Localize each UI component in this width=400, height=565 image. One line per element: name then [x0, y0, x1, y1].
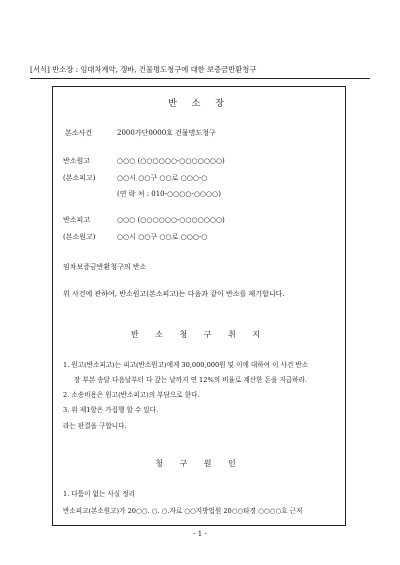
- purpose-item-1-line-1: 1. 원고(반소피고)는 피고(반소원고)에게 30,000,000원 및 이에 대하여 이 사건 반소: [63, 361, 309, 369]
- plaintiff-address: ○○시 ○○구 ○○로 ○○○-○: [117, 174, 208, 182]
- defendant-address: ○○시 ○○구 ○○로 ○○○-○: [117, 233, 208, 241]
- case-label: 본소사건: [65, 129, 93, 137]
- purpose-closing: 라는 판결을 구합니다.: [63, 422, 127, 430]
- plaintiff-label-sub: (본소피고): [63, 174, 96, 182]
- plaintiff-label: 반소원고: [63, 157, 91, 165]
- document-title: 반 소 장: [168, 99, 230, 109]
- intro-text: 위 사건에 관하여, 반소원고(본소피고)는 다음과 같이 반소를 제기합니다.: [63, 290, 285, 298]
- cause-item-1: 1. 다툼이 없는 사실 정리: [63, 490, 136, 498]
- defendant-label-sub: (본소원고): [63, 233, 96, 241]
- defendant-label: 반소피고: [63, 216, 91, 224]
- cause-line-1: 반소피고(본소원고)가 20○○. ○. ○.자로 ○○지방법원 20○○타경 ○○○○호 근저: [63, 507, 303, 515]
- case-value: 2000가단0000호 건물명도청구: [117, 129, 216, 137]
- form-header: [서식] 반소장 : 임대차계약, 갱바, 건물명도청구에 대한 보증금반환청구: [30, 65, 257, 74]
- claim-name: 임차보증금반환청구의 반소: [63, 263, 147, 271]
- page-number: - 1 -: [193, 530, 207, 538]
- header-divider: [30, 78, 370, 79]
- plaintiff-name: ○○○ (○○○○○○-○○○○○○○): [117, 157, 225, 165]
- purpose-item-2: 2. 소송비용은 원고(반소피고)의 부담으로 한다.: [63, 391, 200, 399]
- defendant-name: ○○○ (○○○○○○-○○○○○○○): [117, 216, 225, 224]
- cause-heading: 청 구 원 인: [155, 459, 243, 468]
- plaintiff-contact: (연 락 처 : 010-○○○○-○○○○): [117, 190, 221, 198]
- purpose-item-1-line-2: 장 부본 송달 다음날부터 다 갚는 날까지 연 12%의 비율로 계산한 돈을 지급하라.: [74, 376, 307, 384]
- purpose-item-3: 3. 위 제1항은 가집행 할 수 있다.: [63, 406, 159, 414]
- purpose-heading: 반 소 청 구 취 지: [130, 330, 268, 339]
